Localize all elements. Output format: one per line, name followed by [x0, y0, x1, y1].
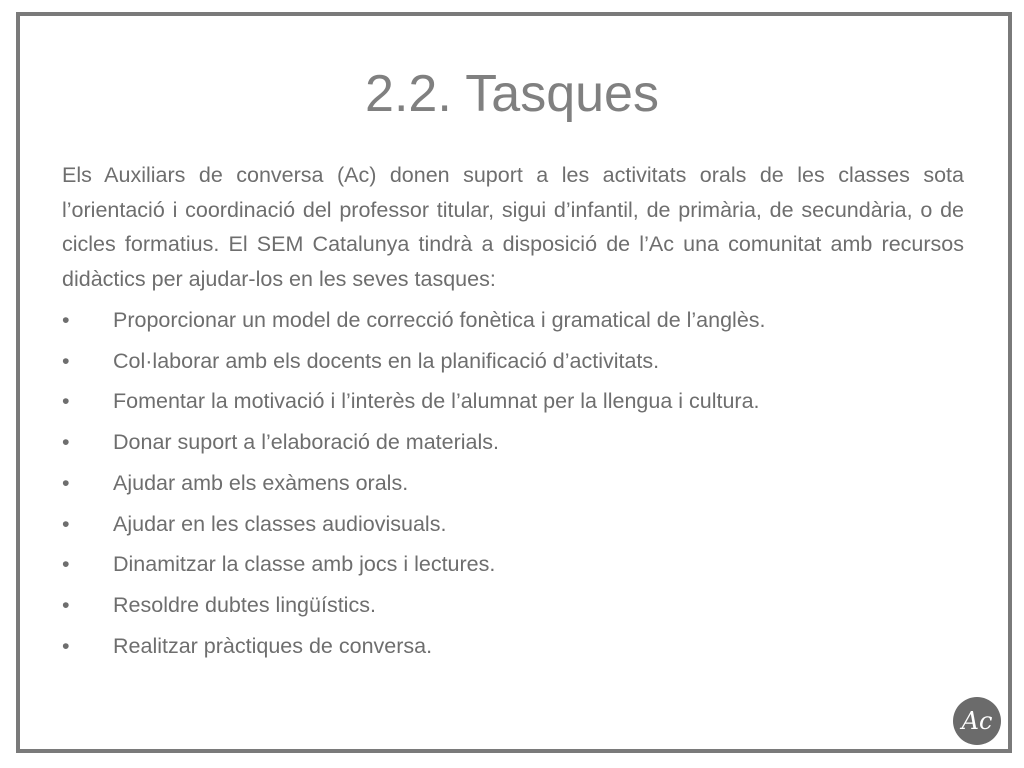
- task-text: Ajudar en les classes audiovisuals.: [113, 511, 447, 536]
- task-text: Resoldre dubtes lingüístics.: [113, 592, 376, 617]
- bullet-icon: •: [62, 389, 70, 414]
- ac-logo: [953, 697, 1001, 745]
- task-item: [62, 341, 964, 382]
- task-text: Dinamitzar la classe amb jocs i lectures.: [113, 552, 496, 577]
- task-item: [62, 422, 964, 463]
- bullet-icon: •: [62, 511, 70, 536]
- slide-title: 2.2. Tasques: [365, 65, 659, 123]
- bullet-icon: •: [62, 552, 70, 577]
- task-item: [62, 504, 964, 545]
- task-item: [62, 463, 964, 504]
- ac-logo-text: Ac: [961, 707, 993, 735]
- task-item: [62, 381, 964, 422]
- task-text: Fomentar la motivació i l’interès de l’alumnat per la llengua i cultura.: [113, 389, 760, 414]
- task-item: [62, 544, 964, 585]
- task-text: Realitzar pràctiques de conversa.: [113, 633, 433, 658]
- bullet-icon: •: [62, 348, 70, 373]
- task-text: Donar suport a l’elaboració de materials.: [113, 430, 500, 455]
- task-text: Proporcionar un model de correcció fonètica i gramatical de l’anglès.: [113, 308, 766, 332]
- bullet-icon: •: [62, 470, 70, 495]
- task-list: [62, 300, 964, 666]
- bullet-icon: •: [62, 633, 70, 658]
- bullet-icon: •: [62, 308, 70, 332]
- bullet-icon: •: [62, 430, 70, 455]
- slide-content: [62, 158, 964, 666]
- task-item: [62, 300, 964, 341]
- intro-paragraph: Els Auxiliars de conversa (Ac) donen suport a les activitats orals de les classes sota l’orientació i coordinació del professor titular, sigui d’infantil, de primària, de secundària, o de cicles formatius. El SEM Catalunya tindrà a disposició de l’Ac una comunitat amb recursos didàctics per ajudar-los en les seves tasques:: [62, 163, 964, 291]
- task-item: [62, 626, 964, 667]
- bullet-icon: •: [62, 592, 70, 617]
- task-text: Ajudar amb els exàmens orals.: [113, 470, 409, 495]
- task-text: Col·laborar amb els docents en la planificació d’activitats.: [113, 348, 660, 373]
- task-item: [62, 585, 964, 626]
